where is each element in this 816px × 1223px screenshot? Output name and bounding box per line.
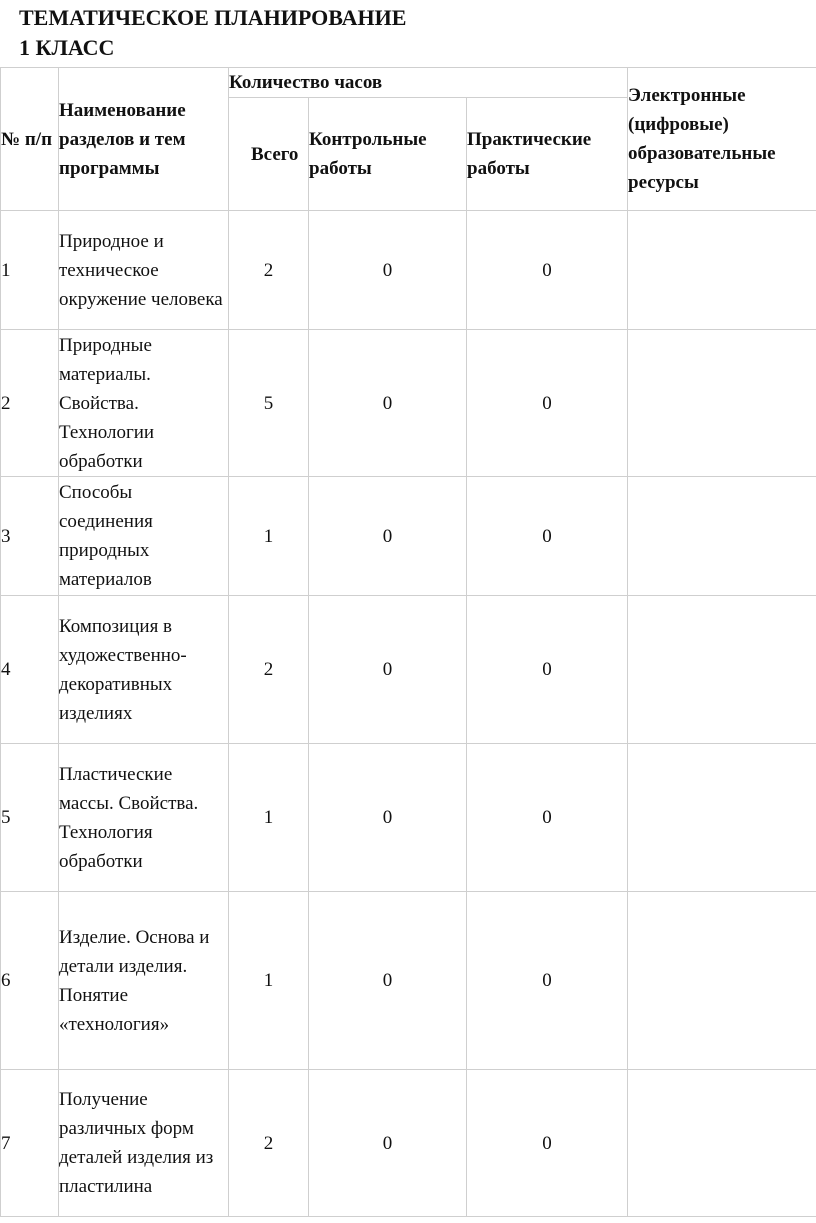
row-topic: Способы соединения природных материалов [59,477,229,596]
row-resources [628,1070,816,1217]
thematic-plan-table [0,67,816,1217]
title-line-2: 1 КЛАСС [19,35,115,60]
row-total-hours: 2 [229,211,309,330]
row-topic: Изделие. Основа и детали изделия. Понятие «технология» [59,892,229,1070]
header-hours: Количество часов [229,68,628,98]
row-resources [628,330,816,477]
row-control-works: 0 [309,596,467,744]
row-number: 3 [1,477,59,596]
row-control-works: 0 [309,211,467,330]
header-row-top [1,68,816,98]
header-name: Наименование разделов и тем программы [59,68,229,211]
row-resources [628,211,816,330]
row-resources [628,892,816,1070]
row-practical-works: 0 [467,1070,628,1217]
row-number: 2 [1,330,59,477]
table-row [1,892,816,1070]
row-total-hours: 1 [229,744,309,892]
table-body [1,211,816,1217]
header-control: Контрольные работы [309,98,467,211]
title-line-1: ТЕМАТИЧЕСКОЕ ПЛАНИРОВАНИЕ [19,5,407,30]
table-row [1,744,816,892]
row-practical-works: 0 [467,330,628,477]
row-resources [628,744,816,892]
row-topic: Получение различных форм деталей изделия из пластилина [59,1070,229,1217]
row-control-works: 0 [309,1070,467,1217]
row-practical-works: 0 [467,211,628,330]
header-total: Всего [229,98,309,211]
row-practical-works: 0 [467,744,628,892]
table-row [1,596,816,744]
row-number: 5 [1,744,59,892]
row-number: 4 [1,596,59,744]
header-practical: Практические работы [467,98,628,211]
table-row [1,211,816,330]
row-topic: Композиция в художественно-декоративных изделиях [59,596,229,744]
table-row [1,330,816,477]
row-control-works: 0 [309,477,467,596]
table-row [1,477,816,596]
row-topic: Пластические массы. Свойства. Технология обработки [59,744,229,892]
row-topic: Природные материалы. Свойства. Технологии обработки [59,330,229,477]
row-control-works: 0 [309,330,467,477]
row-topic: Природное и техническое окружение человека [59,211,229,330]
row-resources [628,477,816,596]
document-title [19,3,406,63]
row-total-hours: 1 [229,892,309,1070]
row-resources [628,596,816,744]
row-total-hours: 2 [229,1070,309,1217]
row-practical-works: 0 [467,477,628,596]
table-row [1,1070,816,1217]
row-control-works: 0 [309,744,467,892]
row-number: 7 [1,1070,59,1217]
row-total-hours: 2 [229,596,309,744]
row-practical-works: 0 [467,892,628,1070]
header-resources: Электронные (цифровые) образовательные ресурсы [628,68,816,211]
row-practical-works: 0 [467,596,628,744]
row-number: 1 [1,211,59,330]
row-control-works: 0 [309,892,467,1070]
row-total-hours: 1 [229,477,309,596]
row-total-hours: 5 [229,330,309,477]
row-number: 6 [1,892,59,1070]
header-num: № п/п [1,68,59,211]
